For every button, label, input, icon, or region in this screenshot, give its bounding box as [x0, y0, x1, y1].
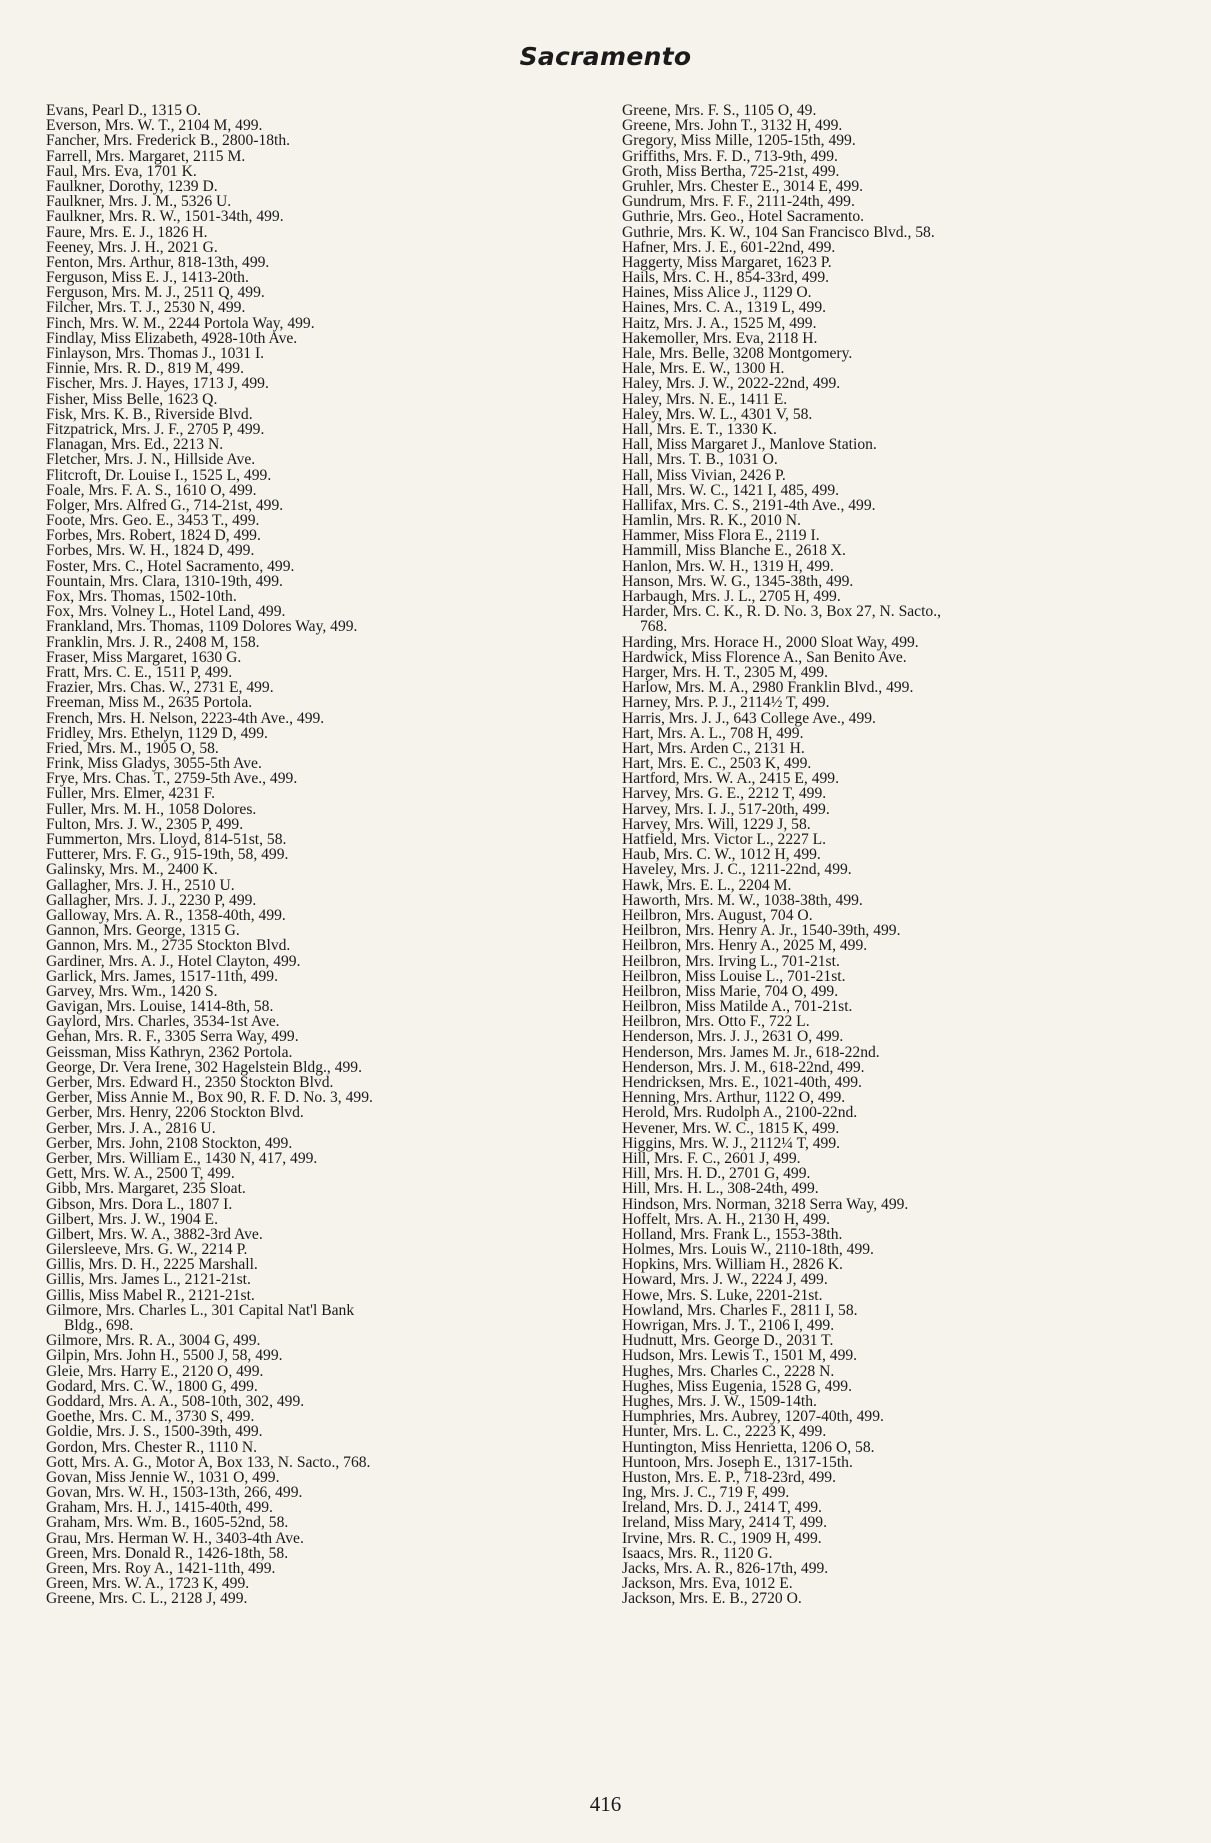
directory-entry: Gibb, Mrs. Margaret, 235 Sloat.: [46, 1180, 246, 1198]
directory-entry: Gleie, Mrs. Harry E., 2120 O, 499.: [46, 1362, 264, 1380]
directory-entry: Guthrie, Mrs. Geo., Hotel Sacramento.: [622, 208, 865, 226]
directory-entry: Farrell, Mrs. Margaret, 2115 M.: [46, 147, 246, 165]
directory-entry: Hall, Mrs. E. T., 1330 K.: [622, 420, 777, 438]
directory-entry: Heilbron, Miss Matilde A., 701-21st.: [622, 998, 853, 1016]
directory-entry: Finch, Mrs. W. M., 2244 Portola Way, 499.: [46, 314, 315, 332]
directory-entry: Hart, Mrs. A. L., 708 H, 499.: [622, 724, 804, 742]
directory-entry: Fitzpatrick, Mrs. J. F., 2705 P, 499.: [46, 420, 265, 438]
directory-entry: Fischer, Mrs. J. Hayes, 1713 J, 499.: [46, 375, 269, 393]
directory-entry: Gerber, Mrs. J. A., 2816 U.: [46, 1119, 216, 1137]
directory-entry: Gregory, Miss Mille, 1205-15th, 499.: [622, 132, 856, 150]
directory-entry: Green, Mrs. Donald R., 1426-18th, 58.: [46, 1544, 289, 1562]
directory-entry: Hall, Miss Vivian, 2426 P.: [622, 466, 786, 484]
directory-entry: Fletcher, Mrs. J. N., Hillside Ave.: [46, 451, 256, 469]
directory-entry: Haley, Mrs. N. E., 1411 E.: [622, 390, 788, 408]
directory-entry: Henderson, Mrs. James M. Jr., 618-22nd.: [622, 1043, 880, 1061]
directory-entry: Higgins, Mrs. W. J., 2112¼ T, 499.: [622, 1134, 841, 1152]
directory-entry: Greene, Mrs. John T., 3132 H, 499.: [622, 117, 843, 135]
directory-entry: Haworth, Mrs. M. W., 1038-38th, 499.: [622, 891, 863, 909]
directory-entry: Gilpin, Mrs. John H., 5500 J, 58, 499.: [46, 1347, 283, 1365]
directory-entry: Gilersleeve, Mrs. G. W., 2214 P.: [46, 1241, 248, 1259]
directory-entry: Gillis, Mrs. James L., 2121-21st.: [46, 1271, 251, 1289]
directory-entry: Herold, Mrs. Rudolph A., 2100-22nd.: [622, 1104, 858, 1122]
directory-entry: Hallifax, Mrs. C. S., 2191-4th Ave., 499.: [622, 496, 876, 514]
directory-entry: Jackson, Mrs. Eva, 1012 E.: [622, 1575, 793, 1593]
directory-entry: Hudson, Mrs. Lewis T., 1501 M, 499.: [622, 1347, 858, 1365]
directory-entry: Galloway, Mrs. A. R., 1358-40th, 499.: [46, 906, 286, 924]
directory-entry: Garvey, Mrs. Wm., 1420 S.: [46, 982, 218, 1000]
directory-entry: Fried, Mrs. M., 1905 O, 58.: [46, 739, 219, 757]
directory-entry: Hall, Miss Margaret J., Manlove Station.: [622, 436, 877, 454]
directory-entry: Henderson, Mrs. J. J., 2631 O, 499.: [622, 1028, 844, 1046]
directory-entry: Gannon, Mrs. George, 1315 G.: [46, 922, 240, 940]
directory-entry: Heilbron, Mrs. Henry A. Jr., 1540-39th, 499.: [622, 922, 901, 940]
directory-entry: Hanlon, Mrs. W. H., 1319 H, 499.: [622, 557, 834, 575]
directory-entry: Harvey, Mrs. Will, 1229 J, 58.: [622, 815, 811, 833]
page-number: 416: [589, 1792, 622, 1816]
directory-entry: Futterer, Mrs. F. G., 915-19th, 58, 499.: [46, 846, 289, 864]
directory-entry: Fuller, Mrs. Elmer, 4231 F.: [46, 785, 216, 803]
directory-entry: Goethe, Mrs. C. M., 3730 S, 499.: [46, 1408, 255, 1426]
directory-entry: Frye, Mrs. Chas. T., 2759-5th Ave., 499.: [46, 770, 298, 788]
directory-entry: Foster, Mrs. C., Hotel Sacramento, 499.: [46, 557, 295, 575]
directory-entry: Harlow, Mrs. M. A., 2980 Franklin Blvd., 499.: [622, 679, 914, 697]
directory-entry: Goldie, Mrs. J. S., 1500-39th, 499.: [46, 1423, 263, 1441]
directory-entry: Hindson, Mrs. Norman, 3218 Serra Way, 499.: [622, 1195, 909, 1213]
directory-entry: Hill, Mrs. H. L., 308-24th, 499.: [622, 1180, 819, 1198]
directory-entry: Gillis, Mrs. D. H., 2225 Marshall.: [46, 1256, 258, 1274]
directory-entry: Heilbron, Miss Louise L., 701-21st.: [622, 967, 846, 985]
directory-entry: Hoffelt, Mrs. A. H., 2130 H, 499.: [622, 1210, 831, 1228]
directory-entry: Groth, Miss Bertha, 725-21st, 499.: [622, 162, 840, 180]
directory-entry: Gallagher, Mrs. J. J., 2230 P, 499.: [46, 891, 257, 909]
directory-entry: Faulkner, Mrs. R. W., 1501-34th, 499.: [46, 208, 284, 226]
directory-entry: Holland, Mrs. Frank L., 1553-38th.: [622, 1225, 843, 1243]
directory-entry: Frink, Miss Gladys, 3055-5th Ave.: [46, 755, 262, 773]
directory-entry: Graham, Mrs. H. J., 1415-40th, 499.: [46, 1499, 273, 1517]
directory-entry: Hall, Mrs. W. C., 1421 I, 485, 499.: [622, 481, 840, 499]
directory-entry: Gordon, Mrs. Chester R., 1110 N.: [46, 1438, 258, 1456]
directory-entry: Fulton, Mrs. J. W., 2305 P, 499.: [46, 815, 244, 833]
directory-entry: Ing, Mrs. J. C., 719 F, 499.: [622, 1484, 790, 1502]
directory-entry: Harding, Mrs. Horace H., 2000 Sloat Way, 499.: [622, 633, 919, 651]
directory-entry: Harbaugh, Mrs. J. L., 2705 H, 499.: [622, 588, 841, 605]
directory-entry: Heilbron, Mrs. Irving L., 701-21st.: [622, 952, 840, 970]
page-title: Sacramento: [519, 42, 692, 71]
directory-entry: Green, Mrs. W. A., 1723 K, 499.: [46, 1575, 250, 1593]
directory-entry: Holmes, Mrs. Louis W., 2110-18th, 499.: [622, 1241, 874, 1259]
directory-entry: Hawk, Mrs. E. L., 2204 M.: [622, 876, 792, 894]
directory-entry: Garlick, Mrs. James, 1517-11th, 499.: [46, 967, 278, 985]
directory-entry: Frazier, Mrs. Chas. W., 2731 E, 499.: [46, 679, 274, 697]
directory-entry: Feeney, Mrs. J. H., 2021 G.: [46, 238, 218, 256]
directory-entry: Gilmore, Mrs. R. A., 3004 G, 499.: [46, 1332, 261, 1350]
directory-entry: Gerber, Mrs. John, 2108 Stockton, 499.: [46, 1134, 293, 1152]
directory-entry: Hudnutt, Mrs. George D., 2031 T.: [622, 1332, 834, 1350]
directory-entry: Everson, Mrs. W. T., 2104 M, 499.: [46, 117, 263, 135]
directory-entry: Howe, Mrs. S. Luke, 2201-21st.: [622, 1286, 823, 1304]
directory-entry: Heilbron, Miss Marie, 704 O, 499.: [622, 982, 839, 1000]
directory-entry: Forbes, Mrs. Robert, 1824 D, 499.: [46, 527, 261, 545]
directory-entry: Fenton, Mrs. Arthur, 818-13th, 499.: [46, 253, 270, 271]
directory-entry: Haines, Miss Alice J., 1129 O.: [622, 284, 812, 302]
directory-entry: Gilbert, Mrs. J. W., 1904 E.: [46, 1210, 218, 1228]
directory-entry: Harder, Mrs. C. K., R. D. No. 3, Box 27, N. Sacto.,: [622, 603, 942, 621]
directory-entry: Harvey, Mrs. G. E., 2212 T, 499.: [622, 785, 827, 803]
directory-entry: Howard, Mrs. J. W., 2224 J, 499.: [622, 1271, 828, 1289]
directory-entry: Harvey, Mrs. I. J., 517-20th, 499.: [622, 800, 830, 818]
directory-entry: Ferguson, Mrs. M. J., 2511 Q, 499.: [46, 284, 265, 302]
directory-entry: Faulkner, Mrs. J. M., 5326 U.: [46, 193, 232, 211]
directory-entry: Haub, Mrs. C. W., 1012 H, 499.: [622, 846, 821, 864]
directory-entry: Isaacs, Mrs. R., 1120 G.: [622, 1544, 773, 1562]
directory-entry: Hevener, Mrs. W. C., 1815 K, 499.: [622, 1119, 840, 1137]
directory-entry: Gibson, Mrs. Dora L., 1807 I.: [46, 1195, 233, 1213]
directory-entry: Gardiner, Mrs. A. J., Hotel Clayton, 499.: [46, 952, 301, 970]
directory-entry: Haley, Mrs. W. L., 4301 V, 58.: [622, 405, 813, 423]
directory-entry: Govan, Miss Jennie W., 1031 O, 499.: [46, 1468, 280, 1486]
directory-entry: Ireland, Miss Mary, 2414 T, 499.: [622, 1514, 828, 1532]
directory-entry: Henning, Mrs. Arthur, 1122 O, 499.: [622, 1089, 846, 1107]
directory-entry: Gillis, Miss Mabel R., 2121-21st.: [46, 1286, 255, 1304]
directory-entry: French, Mrs. H. Nelson, 2223-4th Ave., 499.: [46, 709, 325, 727]
directory-entry: Finnie, Mrs. R. D., 819 M, 499.: [46, 360, 244, 378]
directory-entry: Gehan, Mrs. R. F., 3305 Serra Way, 499.: [46, 1028, 299, 1046]
directory-entry: Govan, Mrs. W. H., 1503-13th, 266, 499.: [46, 1484, 303, 1502]
directory-entry: Hughes, Mrs. J. W., 1509-14th.: [622, 1392, 817, 1410]
directory-entry: Humphries, Mrs. Aubrey, 1207-40th, 499.: [622, 1408, 884, 1426]
directory-entry: Hale, Mrs. Belle, 3208 Montgomery.: [622, 345, 853, 362]
directory-entry-continuation: 768.: [640, 618, 668, 636]
directory-entry: Godard, Mrs. C. W., 1800 G, 499.: [46, 1377, 258, 1395]
directory-entry: Fuller, Mrs. M. H., 1058 Dolores.: [46, 800, 257, 818]
directory-entry: Hanson, Mrs. W. G., 1345-38th, 499.: [622, 572, 854, 590]
directory-entry: Heilbron, Mrs. Henry A., 2025 M, 499.: [622, 937, 868, 955]
directory-entry: Foote, Mrs. Geo. E., 3453 T., 499.: [46, 512, 260, 530]
directory-entry: Faul, Mrs. Eva, 1701 K.: [46, 162, 197, 180]
directory-entry: Foale, Mrs. F. A. S., 1610 O, 499.: [46, 481, 257, 499]
directory-entry: Fisk, Mrs. K. B., Riverside Blvd.: [46, 405, 253, 423]
directory-entry: Greene, Mrs. C. L., 2128 J, 499.: [46, 1590, 248, 1608]
directory-entry: Heilbron, Mrs. August, 704 O.: [622, 906, 813, 924]
directory-entry: Fancher, Mrs. Frederick B., 2800-18th.: [46, 132, 291, 150]
directory-entry: Hamlin, Mrs. R. K., 2010 N.: [622, 512, 801, 530]
directory-entry: Fridley, Mrs. Ethelyn, 1129 D, 499.: [46, 724, 268, 742]
directory-entry: Filcher, Mrs. T. J., 2530 N, 499.: [46, 299, 246, 317]
directory-entry: Jackson, Mrs. E. B., 2720 O.: [622, 1590, 802, 1608]
directory-entry: Hammer, Miss Flora E., 2119 I.: [622, 527, 820, 545]
directory-entry: Hartford, Mrs. W. A., 2415 E, 499.: [622, 770, 840, 788]
directory-entry: Goddard, Mrs. A. A., 508-10th, 302, 499.: [46, 1392, 305, 1410]
directory-entry: Ferguson, Miss E. J., 1413-20th.: [46, 269, 249, 287]
directory-entry: Guthrie, Mrs. K. W., 104 San Francisco Blvd., 58.: [622, 223, 935, 241]
left-directory-column: [46, 103, 606, 1607]
directory-entry: Gerber, Mrs. William E., 1430 N, 417, 499.: [46, 1149, 318, 1167]
directory-entry: Fox, Mrs. Thomas, 1502-10th.: [46, 588, 237, 605]
directory-entry: Huston, Mrs. E. P., 718-23rd, 499.: [622, 1468, 836, 1486]
directory-entry: Hall, Mrs. T. B., 1031 O.: [622, 451, 778, 469]
directory-entry: Faulkner, Dorothy, 1239 D.: [46, 177, 218, 195]
directory-entry: Haggerty, Miss Margaret, 1623 P.: [622, 253, 832, 271]
directory-entry: Forbes, Mrs. W. H., 1824 D, 499.: [46, 542, 255, 560]
directory-entry: Hunter, Mrs. L. C., 2223 K, 499.: [622, 1423, 827, 1441]
directory-entry: Fox, Mrs. Volney L., Hotel Land, 499.: [46, 603, 286, 621]
directory-entry: Gundrum, Mrs. F. F., 2111-24th, 499.: [622, 193, 855, 211]
directory-entry: Haitz, Mrs. J. A., 1525 M, 499.: [622, 314, 817, 332]
directory-entry: Gannon, Mrs. M., 2735 Stockton Blvd.: [46, 937, 291, 955]
directory-entry: Freeman, Miss M., 2635 Portola.: [46, 694, 253, 712]
directory-entry: Gott, Mrs. A. G., Motor A, Box 133, N. Sacto., 768.: [46, 1453, 371, 1471]
directory-entry: Gilmore, Mrs. Charles L., 301 Capital Nat'l Bank: [46, 1301, 355, 1319]
directory-entry: Galinsky, Mrs. M., 2400 K.: [46, 861, 218, 879]
directory-entry: Griffiths, Mrs. F. D., 713-9th, 499.: [622, 147, 838, 165]
directory-entry: Hafner, Mrs. J. E., 601-22nd, 499.: [622, 238, 836, 256]
directory-entry: Hammill, Miss Blanche E., 2618 X.: [622, 542, 846, 560]
directory-entry: Haveley, Mrs. J. C., 1211-22nd, 499.: [622, 861, 852, 879]
directory-entry: Hails, Mrs. C. H., 854-33rd, 499.: [622, 269, 830, 287]
directory-entry: Gilbert, Mrs. W. A., 3882-3rd Ave.: [46, 1225, 263, 1243]
directory-entry: Gerber, Mrs. Henry, 2206 Stockton Blvd.: [46, 1104, 304, 1122]
directory-entry: Hart, Mrs. Arden C., 2131 H.: [622, 739, 805, 757]
directory-entry: Henderson, Mrs. J. M., 618-22nd, 499.: [622, 1058, 865, 1076]
directory-entry: Gerber, Mrs. Edward H., 2350 Stockton Blvd.: [46, 1074, 334, 1091]
directory-entry: Haines, Mrs. C. A., 1319 L, 499.: [622, 299, 827, 317]
directory-entry: Graham, Mrs. Wm. B., 1605-52nd, 58.: [46, 1514, 289, 1532]
right-directory-column: [622, 103, 1182, 1607]
directory-entry: Fisher, Miss Belle, 1623 Q.: [46, 390, 218, 408]
directory-entry: Howland, Mrs. Charles F., 2811 I, 58.: [622, 1301, 858, 1319]
directory-entry: Greene, Mrs. F. S., 1105 O, 49.: [622, 102, 817, 119]
directory-entry: Franklin, Mrs. J. R., 2408 M, 158.: [46, 633, 260, 651]
directory-entry: Hopkins, Mrs. William H., 2826 K.: [622, 1256, 843, 1274]
directory-entry: Hill, Mrs. H. D., 2701 G, 499.: [622, 1165, 811, 1183]
directory-entry: Ireland, Mrs. D. J., 2414 T, 499.: [622, 1499, 822, 1517]
directory-entry: Hatfield, Mrs. Victor L., 2227 L.: [622, 831, 827, 848]
directory-entry: Green, Mrs. Roy A., 1421-11th, 499.: [46, 1560, 276, 1577]
directory-entry: Hendricksen, Mrs. E., 1021-40th, 499.: [622, 1074, 862, 1091]
directory-entry: Fraser, Miss Margaret, 1630 G.: [46, 648, 242, 666]
directory-entry: Harris, Mrs. J. J., 643 College Ave., 499.: [622, 709, 876, 727]
directory-entry: Findlay, Miss Elizabeth, 4928-10th Ave.: [46, 329, 298, 347]
directory-entry: George, Dr. Vera Irene, 302 Hagelstein Bldg., 499.: [46, 1058, 362, 1076]
directory-entry: Haley, Mrs. J. W., 2022-22nd, 499.: [622, 375, 841, 393]
directory-entry: Faure, Mrs. E. J., 1826 H.: [46, 223, 208, 241]
directory-entry: Grau, Mrs. Herman W. H., 3403-4th Ave.: [46, 1529, 304, 1547]
directory-entry: Fountain, Mrs. Clara, 1310-19th, 499.: [46, 572, 283, 590]
directory-entry: Huntington, Miss Henrietta, 1206 O, 58.: [622, 1438, 875, 1456]
directory-entry: Fummerton, Mrs. Lloyd, 814-51st, 58.: [46, 831, 287, 848]
directory-entry: Hardwick, Miss Florence A., San Benito Ave.: [622, 648, 907, 666]
directory-entry: Fratt, Mrs. C. E., 1511 P, 499.: [46, 663, 233, 681]
directory-entry: Finlayson, Mrs. Thomas J., 1031 I.: [46, 345, 265, 362]
directory-entry: Gruhler, Mrs. Chester E., 3014 E, 499.: [622, 177, 864, 195]
directory-entry: Hakemoller, Mrs. Eva, 2118 H.: [622, 329, 818, 347]
directory-entry: Hughes, Mrs. Charles C., 2228 N.: [622, 1362, 835, 1380]
directory-entry: Hart, Mrs. E. C., 2503 K, 499.: [622, 755, 812, 773]
directory-entry: Heilbron, Mrs. Otto F., 722 L.: [622, 1013, 810, 1031]
directory-entry: Hill, Mrs. F. C., 2601 J, 499.: [622, 1149, 801, 1167]
directory-entry: Gett, Mrs. W. A., 2500 T, 499.: [46, 1165, 235, 1183]
directory-entry: Geissman, Miss Kathryn, 2362 Portola.: [46, 1043, 293, 1061]
directory-entry: Flitcroft, Dr. Louise I., 1525 L, 499.: [46, 466, 272, 484]
directory-entry: Gallagher, Mrs. J. H., 2510 U.: [46, 876, 235, 894]
directory-entry-continuation: Bldg., 698.: [64, 1317, 134, 1334]
directory-entry: Irvine, Mrs. R. C., 1909 H, 499.: [622, 1529, 822, 1547]
directory-entry: Huntoon, Mrs. Joseph E., 1317-15th.: [622, 1453, 853, 1471]
directory-entry: Harney, Mrs. P. J., 2114½ T, 499.: [622, 694, 830, 712]
directory-entry: Howrigan, Mrs. J. T., 2106 I, 499.: [622, 1317, 835, 1334]
directory-entry: Flanagan, Mrs. Ed., 2213 N.: [46, 436, 224, 454]
directory-entry: Gerber, Miss Annie M., Box 90, R. F. D. No. 3, 499.: [46, 1089, 373, 1107]
directory-entry: Folger, Mrs. Alfred G., 714-21st, 499.: [46, 496, 284, 514]
directory-entry: Harger, Mrs. H. T., 2305 M, 499.: [622, 663, 828, 681]
directory-entry: Jacks, Mrs. A. R., 826-17th, 499.: [622, 1560, 829, 1577]
directory-entry: Frankland, Mrs. Thomas, 1109 Dolores Way, 499.: [46, 618, 358, 636]
directory-entry: Gavigan, Mrs. Louise, 1414-8th, 58.: [46, 998, 274, 1016]
directory-entry: Hale, Mrs. E. W., 1300 H.: [622, 360, 785, 378]
directory-entry: Gaylord, Mrs. Charles, 3534-1st Ave.: [46, 1013, 280, 1031]
directory-entry: Hughes, Miss Eugenia, 1528 G, 499.: [622, 1377, 852, 1395]
directory-entry: Evans, Pearl D., 1315 O.: [46, 102, 202, 119]
